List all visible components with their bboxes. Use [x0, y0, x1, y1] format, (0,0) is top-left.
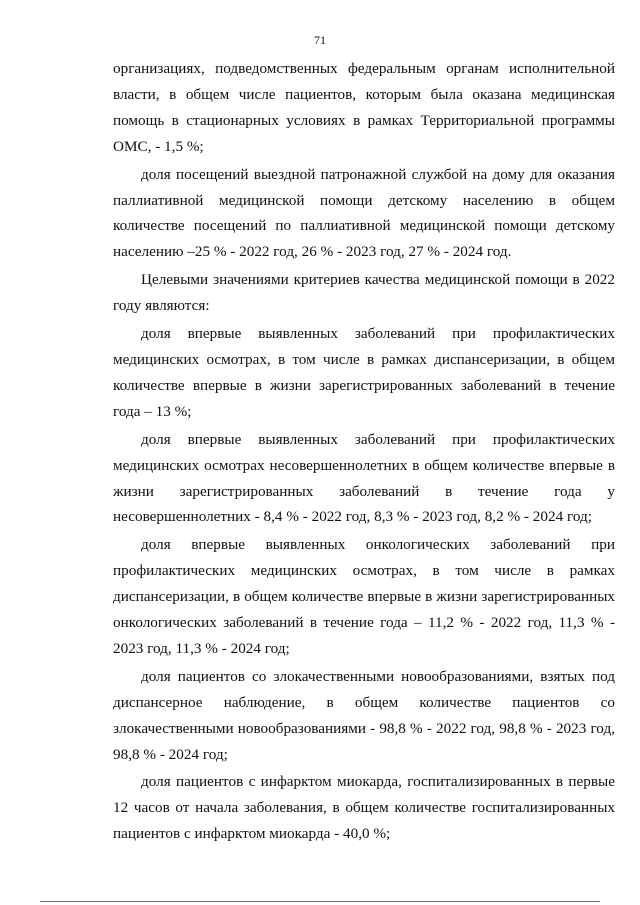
bottom-rule	[40, 901, 600, 902]
document-body	[113, 56, 615, 847]
paragraph-myocardial-infarction: доля пациентов с инфарктом миокарда, госпитализированных в первые 12 часов от начала заболевания, в общем количестве госпитализированных пациентов с инфарктом миокарда - 40,0 %;	[113, 773, 615, 843]
paragraph-first-detected-diseases: доля впервые выявленных заболеваний при профилактических медицинских осмотрах, в том числе в рамках диспансеризации, в общем количестве впервые в жизни зарегистрированных заболеваний в течение года – 13 %;	[113, 325, 615, 420]
paragraph-oncology-detection: доля впервые выявленных онкологических заболеваний при профилактических медицинских осмотрах, в том числе в рамках диспансеризации, в общем количестве впервые в жизни зарегистрированных онкологических заболеваний в течение года – 11,2 % - 2022 год, 11,3 % - 2023 год, 11,3 % - 2024 год;	[113, 536, 615, 657]
page-number: 71	[314, 33, 326, 47]
paragraph-palliative-visits: доля посещений выездной патронажной службой на дому для оказания паллиативной медицинской помощи детскому населению в общем количестве посещений по паллиативной медицинской помощи детскому населению –25 % - 2022 год, 26 % - 2023 год, 27 % - 2024 год.	[113, 165, 615, 261]
paragraph-target-values-heading: Целевыми значениями критериев качества медицинской помощи в 2022 году являются:	[113, 271, 615, 315]
paragraph-continuation: организациях, подведомственных федеральным органам исполнительной власти, в общем числе пациентов, которым была оказана медицинская помощь в стационарных условиях в рамках Территориальной программы ОМС, - 1,5 %;	[113, 60, 615, 155]
paragraph-oncology-dispensary: доля пациентов со злокачественными новообразованиями, взятых под диспансерное наблюдение, в общем количестве пациентов со злокачественными новообразованиями - 98,8 % - 2022 год, 98,8 % - 2023 год, 98,8 % - 2024 год;	[113, 667, 615, 763]
paragraph-first-detected-minors: доля впервые выявленных заболеваний при профилактических медицинских осмотрах несовершеннолетних в общем количестве впервые в жизни зарегистрированных заболеваний в течение года у несовершеннолетних - 8,4 % - 2022 год, 8,3 % - 2023 год, 8,2 % - 2024 год;	[113, 430, 615, 526]
